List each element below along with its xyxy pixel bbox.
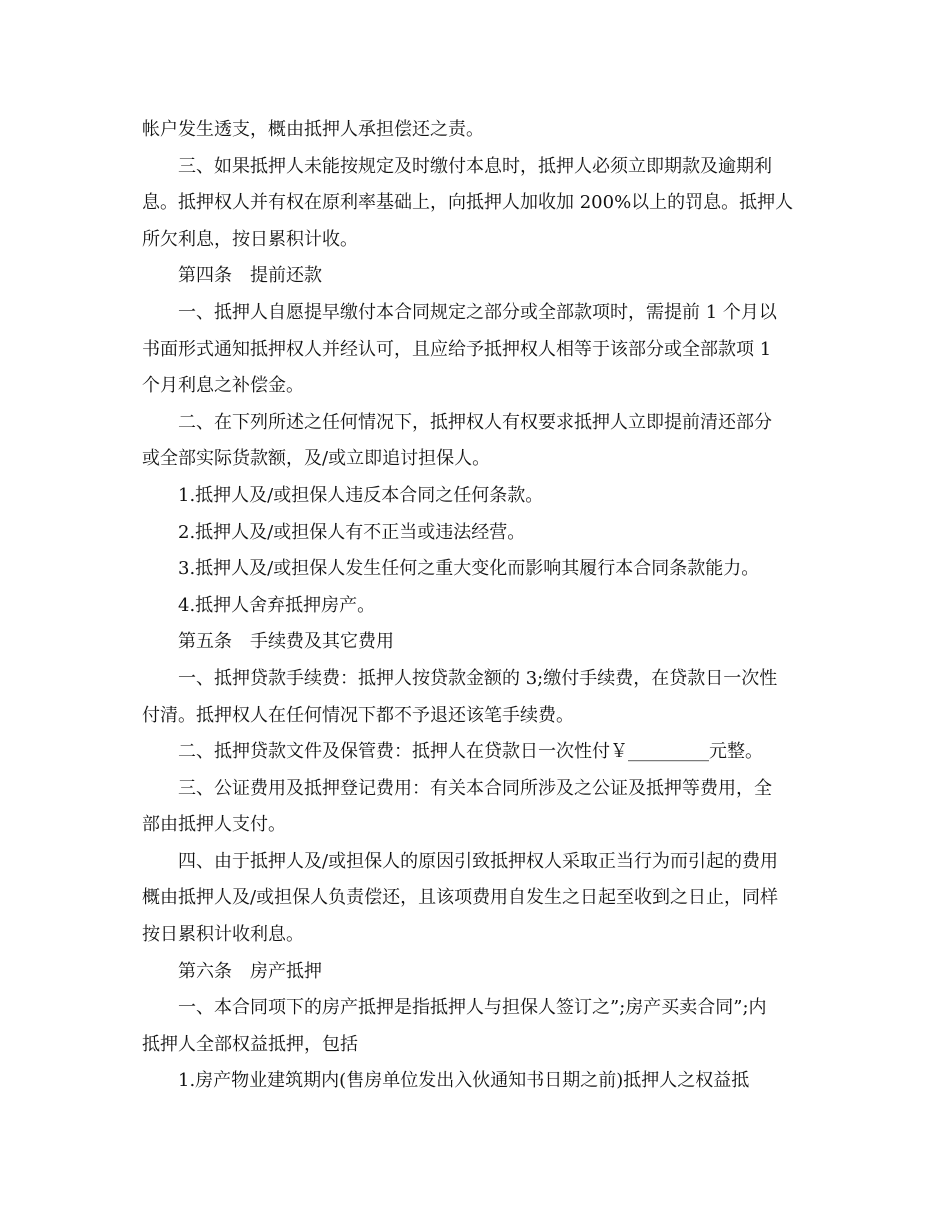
- text-line: 或全部实际货款额，及/或立即追讨担保人。: [142, 448, 491, 470]
- text-line: 三、如果抵押人未能按规定及时缴付本息时，抵押人必须立即期款及逾期利: [178, 155, 772, 177]
- text-line: 一、抵押人自愿提早缴付本合同规定之部分或全部款项时，需提前 1 个月以: [178, 301, 777, 323]
- text-line: 抵押人全部权益抵押，包括: [142, 1033, 358, 1055]
- paragraph-other-costs: [142, 844, 808, 954]
- text-line: 1.抵押人及/或担保人违反本合同之任何条款。: [178, 484, 544, 506]
- text-line: 所欠利息，按日累积计收。: [142, 228, 358, 250]
- text-line: 部由抵押人支付。: [142, 814, 286, 836]
- paragraph-forced-repayment: [142, 405, 808, 478]
- paragraph-late-payment: [142, 149, 808, 259]
- list-item-3: [142, 551, 808, 588]
- text-line: 书面形式通知抵押权人并经认可，且应给予抵押权人相等于该部分或全部款项 1: [142, 338, 772, 360]
- section-heading: 第六条 房产抵押: [178, 960, 322, 982]
- text-line: 概由抵押人及/或担保人负责偿还，且该项费用自发生之日起至收到之日止，同样: [142, 887, 779, 909]
- text-line: 4.抵押人舍弃抵押房产。: [178, 594, 376, 616]
- text-line: 帐户发生透支，概由抵押人承担偿还之责。: [142, 119, 484, 140]
- document-body: [142, 112, 808, 1100]
- text-line: 四、由于抵押人及/或担保人的原因引致抵押权人采取正当行为而引起的费用: [178, 850, 779, 872]
- paragraph-property-mortgage: [142, 990, 808, 1063]
- text-line: 三、公证费用及抵押登记费用：有关本合同所涉及之公证及抵押等费用，全: [178, 777, 772, 799]
- article-5-heading: [142, 624, 808, 661]
- section-heading: 第五条 手续费及其它费用: [178, 631, 394, 653]
- list-item-4: [142, 588, 808, 625]
- text-line: 二、在下列所述之任何情况下，抵押权人有权要求抵押人立即提前清还部分: [178, 411, 772, 433]
- text-line: 个月利息之补偿金。: [142, 375, 304, 397]
- text-line: 1.房产物业建筑期内(售房单位发出入伙通知书日期之前)抵押人之权益抵: [178, 1070, 750, 1092]
- text-line: 一、抵押贷款手续费：抵押人按贷款金额的 3;缴付手续费，在贷款日一次性: [178, 667, 778, 689]
- paragraph-early-repayment-notice: [142, 295, 808, 405]
- paragraph-notary-fee: [142, 771, 808, 844]
- list-item-2: [142, 515, 808, 552]
- paragraph-document-fee: [142, 734, 808, 771]
- text-line: 按日累积计收利息。: [142, 924, 304, 946]
- text-line: 息。抵押权人并有权在原利率基础上，向抵押人加收加 200%以上的罚息。抵押人: [142, 192, 794, 214]
- article-4-heading: [142, 258, 808, 295]
- text-line: 3.抵押人及/或担保人发生任何之重大变化而影响其履行本合同条款能力。: [178, 558, 760, 580]
- section-heading: 第四条 提前还款: [178, 265, 322, 287]
- text-line: 一、本合同项下的房产抵押是指抵押人与担保人签订之”;房产买卖合同”;内: [178, 997, 767, 1019]
- paragraph-handling-fee: [142, 661, 808, 734]
- article-6-heading: [142, 954, 808, 991]
- text-line: 付清。抵押权人在任何情况下都不予退还该笔手续费。: [142, 704, 574, 726]
- list-item-construction-period: [142, 1063, 808, 1100]
- text-line: 2.抵押人及/或担保人有不正当或违法经营。: [178, 521, 526, 543]
- paragraph-overdraft-liability: [142, 112, 808, 149]
- list-item-1: [142, 478, 808, 515]
- text-line: 二、抵押贷款文件及保管费：抵押人在贷款日一次性付￥_________元整。: [178, 741, 763, 763]
